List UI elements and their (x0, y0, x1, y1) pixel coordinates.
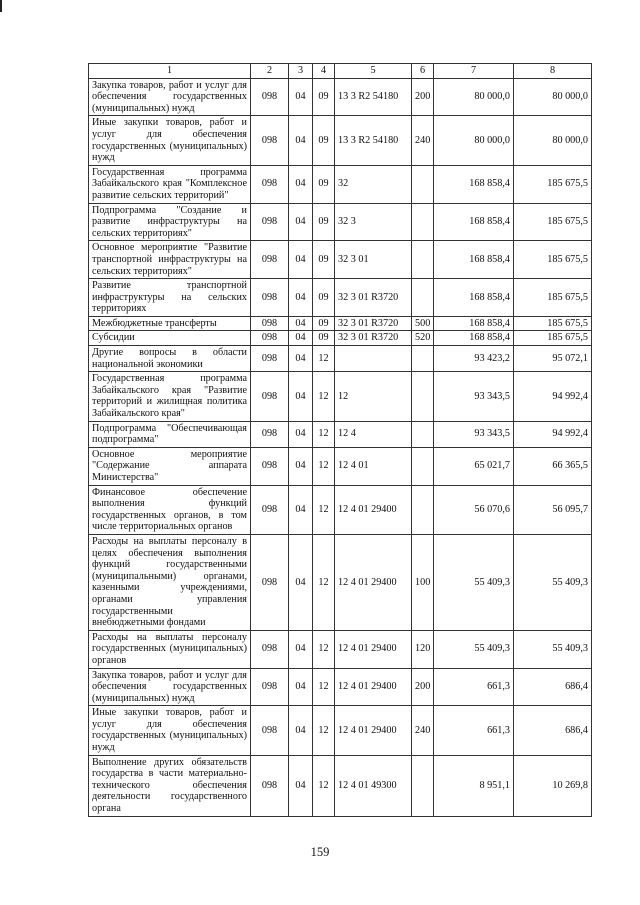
cell-amount-year1: 8 951,1 (434, 755, 514, 816)
cell-grbs: 098 (251, 165, 289, 203)
cell-expense-type (412, 755, 434, 816)
cell-target-article: 12 (335, 372, 412, 421)
cell-amount-year2: 55 409,3 (514, 534, 592, 630)
cell-grbs: 098 (251, 485, 289, 534)
cell-amount-year1: 93 343,5 (434, 421, 514, 447)
cell-amount-year2: 94 992,4 (514, 421, 592, 447)
cell-amount-year2: 185 675,5 (514, 279, 592, 317)
cell-expense-type: 100 (412, 534, 434, 630)
cell-amount-year1: 168 858,4 (434, 316, 514, 331)
budget-item-name: Иные закупки товаров, работ и услуг для обеспечения государственных (муниципальных) нужд (89, 706, 251, 755)
cell-subsection: 09 (313, 78, 335, 116)
cell-expense-type: 520 (412, 331, 434, 346)
cell-amount-year1: 80 000,0 (434, 78, 514, 116)
cell-grbs: 098 (251, 534, 289, 630)
budget-item-name: Другие вопросы в области национальной экономики (89, 346, 251, 372)
table-row (89, 331, 592, 346)
cell-subsection: 12 (313, 372, 335, 421)
cell-target-article: 32 3 01 R3720 (335, 331, 412, 346)
cell-section: 04 (289, 165, 313, 203)
cell-amount-year2: 185 675,5 (514, 203, 592, 241)
budget-item-name: Государственная программа Забайкальского края "Комплексное развитие сельских территорий" (89, 165, 251, 203)
cell-target-article: 12 4 01 29400 (335, 485, 412, 534)
cell-target-article (335, 346, 412, 372)
cell-target-article: 12 4 01 29400 (335, 534, 412, 630)
cell-subsection: 12 (313, 346, 335, 372)
cell-section: 04 (289, 706, 313, 755)
cell-amount-year2: 56 095,7 (514, 485, 592, 534)
cell-amount-year2: 66 365,5 (514, 447, 592, 485)
table-row (89, 421, 592, 447)
cell-subsection: 09 (313, 116, 335, 165)
cell-expense-type (412, 279, 434, 317)
cell-amount-year2: 94 992,4 (514, 372, 592, 421)
table-row (89, 203, 592, 241)
budget-item-name: Финансовое обеспечение выполнения функций государственных органов, в том числе территориальных органов (89, 485, 251, 534)
table-row (89, 116, 592, 165)
cell-grbs: 098 (251, 630, 289, 668)
table-row (89, 485, 592, 534)
cell-amount-year1: 661,3 (434, 706, 514, 755)
cell-amount-year1: 168 858,4 (434, 165, 514, 203)
cell-subsection: 09 (313, 279, 335, 317)
table-row (89, 447, 592, 485)
col-header-3: 3 (289, 64, 313, 79)
cell-amount-year2: 185 675,5 (514, 241, 592, 279)
cell-grbs: 098 (251, 372, 289, 421)
cell-target-article: 12 4 01 29400 (335, 706, 412, 755)
cell-section: 04 (289, 279, 313, 317)
cell-expense-type: 240 (412, 706, 434, 755)
cell-grbs: 098 (251, 755, 289, 816)
cell-section: 04 (289, 534, 313, 630)
cell-amount-year1: 168 858,4 (434, 279, 514, 317)
table-header-row (89, 64, 592, 79)
cell-subsection: 12 (313, 534, 335, 630)
budget-item-name: Расходы на выплаты персоналу в целях обеспечения выполнения функций государственными (муниципальными) органами, казенными учреждениями, органами управления государственными внебюджетными фондами (89, 534, 251, 630)
cell-amount-year1: 93 343,5 (434, 372, 514, 421)
cell-subsection: 09 (313, 316, 335, 331)
col-header-8: 8 (514, 64, 592, 79)
cell-amount-year1: 56 070,6 (434, 485, 514, 534)
cell-section: 04 (289, 755, 313, 816)
cell-grbs: 098 (251, 316, 289, 331)
cell-expense-type (412, 241, 434, 279)
cell-grbs: 098 (251, 203, 289, 241)
cell-section: 04 (289, 331, 313, 346)
cell-amount-year2: 80 000,0 (514, 116, 592, 165)
col-header-2: 2 (251, 64, 289, 79)
cell-grbs: 098 (251, 447, 289, 485)
cell-grbs: 098 (251, 241, 289, 279)
cell-subsection: 09 (313, 165, 335, 203)
cell-target-article: 32 3 01 R3720 (335, 279, 412, 317)
cell-expense-type: 240 (412, 116, 434, 165)
cell-amount-year2: 95 072,1 (514, 346, 592, 372)
budget-item-name: Подпрограмма "Обеспечивающая подпрограмма" (89, 421, 251, 447)
cell-target-article: 32 3 01 (335, 241, 412, 279)
cell-subsection: 12 (313, 755, 335, 816)
budget-item-name: Иные закупки товаров, работ и услуг для обеспечения государственных (муниципальных) нужд (89, 116, 251, 165)
cell-expense-type (412, 346, 434, 372)
cell-subsection: 09 (313, 331, 335, 346)
cell-section: 04 (289, 485, 313, 534)
cell-amount-year1: 65 021,7 (434, 447, 514, 485)
budget-item-name: Закупка товаров, работ и услуг для обеспечения государственных (муниципальных) нужд (89, 78, 251, 116)
col-header-7: 7 (434, 64, 514, 79)
cell-subsection: 12 (313, 706, 335, 755)
budget-table (88, 63, 592, 817)
cell-amount-year1: 55 409,3 (434, 534, 514, 630)
cell-amount-year2: 55 409,3 (514, 630, 592, 668)
table-row (89, 241, 592, 279)
cell-amount-year1: 168 858,4 (434, 241, 514, 279)
table-row (89, 316, 592, 331)
cell-section: 04 (289, 668, 313, 706)
cell-expense-type (412, 372, 434, 421)
cell-subsection: 09 (313, 241, 335, 279)
budget-item-name: Расходы на выплаты персоналу государственных (муниципальных) органов (89, 630, 251, 668)
cell-grbs: 098 (251, 116, 289, 165)
cell-expense-type: 120 (412, 630, 434, 668)
cell-expense-type: 500 (412, 316, 434, 331)
cell-target-article: 32 3 (335, 203, 412, 241)
table-row (89, 346, 592, 372)
col-header-6: 6 (412, 64, 434, 79)
cell-grbs: 098 (251, 421, 289, 447)
table-row (89, 534, 592, 630)
cell-subsection: 12 (313, 447, 335, 485)
cell-subsection: 12 (313, 421, 335, 447)
cell-amount-year2: 185 675,5 (514, 316, 592, 331)
cell-section: 04 (289, 316, 313, 331)
cell-amount-year2: 80 000,0 (514, 78, 592, 116)
cell-amount-year1: 93 423,2 (434, 346, 514, 372)
cell-grbs: 098 (251, 279, 289, 317)
cell-section: 04 (289, 346, 313, 372)
table-row (89, 279, 592, 317)
cell-target-article: 12 4 01 49300 (335, 755, 412, 816)
cell-section: 04 (289, 630, 313, 668)
table-row (89, 78, 592, 116)
cell-expense-type (412, 421, 434, 447)
budget-item-name: Выполнение других обязательств государства в части материально-технического обеспечения деятельности государственного органа (89, 755, 251, 816)
cell-target-article: 13 3 R2 54180 (335, 78, 412, 116)
cell-amount-year1: 55 409,3 (434, 630, 514, 668)
cell-section: 04 (289, 116, 313, 165)
cell-section: 04 (289, 421, 313, 447)
budget-item-name: Основное мероприятие "Развитие транспортной инфраструктуры на сельских территориях" (89, 241, 251, 279)
cell-subsection: 12 (313, 668, 335, 706)
table-row (89, 372, 592, 421)
budget-item-name: Развитие транспортной инфраструктуры на сельских территориях (89, 279, 251, 317)
budget-item-name: Основное мероприятие "Содержание аппарата Министерства" (89, 447, 251, 485)
cell-target-article: 12 4 01 29400 (335, 630, 412, 668)
cell-grbs: 098 (251, 706, 289, 755)
cell-amount-year2: 185 675,5 (514, 331, 592, 346)
col-header-1: 1 (89, 64, 251, 79)
cell-target-article: 13 3 R2 54180 (335, 116, 412, 165)
cell-expense-type (412, 485, 434, 534)
cell-amount-year1: 80 000,0 (434, 116, 514, 165)
cell-target-article: 12 4 (335, 421, 412, 447)
cell-section: 04 (289, 447, 313, 485)
cell-subsection: 12 (313, 485, 335, 534)
cell-amount-year2: 686,4 (514, 668, 592, 706)
cell-grbs: 098 (251, 78, 289, 116)
budget-item-name: Субсидии (89, 331, 251, 346)
scan-edge-mark (0, 0, 2, 12)
budget-item-name: Государственная программа Забайкальского края "Развитие территорий и жилищная политика Забайкальского края" (89, 372, 251, 421)
budget-item-name: Межбюджетные трансферты (89, 316, 251, 331)
cell-subsection: 12 (313, 630, 335, 668)
cell-grbs: 098 (251, 346, 289, 372)
cell-section: 04 (289, 78, 313, 116)
page-number: 159 (310, 845, 330, 859)
cell-amount-year1: 168 858,4 (434, 331, 514, 346)
cell-amount-year1: 661,3 (434, 668, 514, 706)
cell-expense-type (412, 165, 434, 203)
table-row (89, 755, 592, 816)
cell-grbs: 098 (251, 331, 289, 346)
cell-expense-type: 200 (412, 78, 434, 116)
table-row (89, 706, 592, 755)
cell-grbs: 098 (251, 668, 289, 706)
cell-expense-type (412, 447, 434, 485)
cell-amount-year1: 168 858,4 (434, 203, 514, 241)
cell-amount-year2: 686,4 (514, 706, 592, 755)
cell-target-article: 12 4 01 (335, 447, 412, 485)
cell-section: 04 (289, 241, 313, 279)
table-row (89, 668, 592, 706)
cell-section: 04 (289, 203, 313, 241)
cell-target-article: 32 (335, 165, 412, 203)
cell-expense-type: 200 (412, 668, 434, 706)
cell-amount-year2: 185 675,5 (514, 165, 592, 203)
table-row (89, 165, 592, 203)
cell-target-article: 32 3 01 R3720 (335, 316, 412, 331)
table-row (89, 630, 592, 668)
cell-expense-type (412, 203, 434, 241)
cell-subsection: 09 (313, 203, 335, 241)
cell-target-article: 12 4 01 29400 (335, 668, 412, 706)
cell-amount-year2: 10 269,8 (514, 755, 592, 816)
col-header-4: 4 (313, 64, 335, 79)
cell-section: 04 (289, 372, 313, 421)
budget-item-name: Закупка товаров, работ и услуг для обеспечения государственных (муниципальных) нужд (89, 668, 251, 706)
budget-item-name: Подпрограмма "Создание и развитие инфраструктуры на сельских территориях" (89, 203, 251, 241)
col-header-5: 5 (335, 64, 412, 79)
